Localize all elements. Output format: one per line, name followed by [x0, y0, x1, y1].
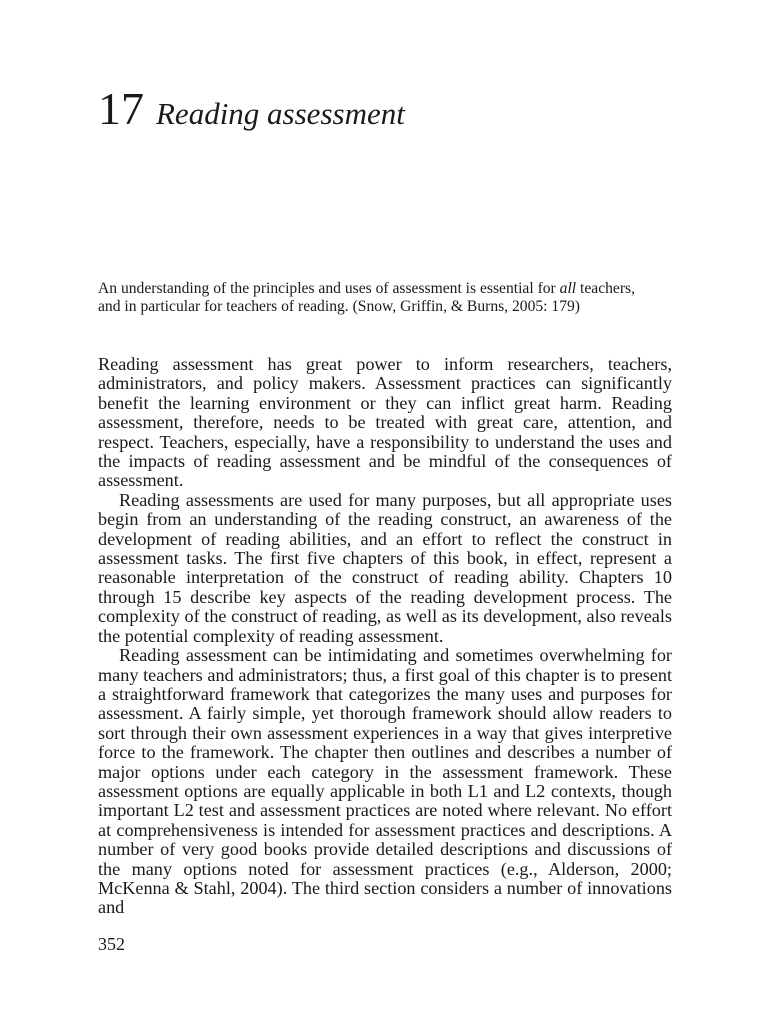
body-text	[98, 355, 672, 918]
chapter-title: Reading assessment	[156, 96, 405, 131]
epigraph-text-before: An understanding of the principles and uses of assessment is essential for	[98, 280, 560, 297]
body-paragraph-3: Reading assessment can be intimidating and sometimes overwhelming for many teachers and administrators; thus, a first goal of this chapter is to present a straightforward framework that categorizes the many uses and purposes for assessment. A fairly simple, yet thorough framework should allow readers to sort through their own assessment experiences in a way that gives interpretive force to the framework. The chapter then outlines and describes a number of major options under each category in the assessment framework. These assessment options are equally applicable in both L1 and L2 contexts, though important L2 test and assessment practices are noted where relevant. No effort at comprehensiveness is intended for assessment practices and descriptions. A number of very good books provide detailed descriptions and discussions of the many options noted for assessment practices (e.g., Alderson, 2000; McKenna & Stahl, 2004). The third section considers a number of innovations and	[98, 645, 672, 918]
body-paragraph-2: Reading assessments are used for many purposes, but all appropriate uses begin from an understanding of the reading construct, an awareness of the development of reading abilities, and an effort to reflect the construct in assessment tasks. The first five chapters of this book, in effect, represent a reasonable interpretation of the construct of reading ability. Chapters 10 through 15 describe key aspects of the reading development process. The complexity of the construct of reading, as well as its development, also reveals the potential complexity of reading assessment.	[98, 489, 672, 646]
epigraph-quote	[98, 280, 658, 315]
body-paragraph-1: Reading assessment has great power to inform researchers, teachers, administrators, and policy makers. Assessment practices can significantly benefit the learning environment or they can inflict great harm. Reading assessment, therefore, needs to be treated with great care, attention, and respect. Teachers, especially, have a responsibility to understand the uses and the impacts of reading assessment and be mindful of the consequences of assessment.	[98, 354, 672, 491]
chapter-number: 17	[98, 83, 144, 134]
epigraph-text-after: teachers, and in particular for teachers of reading. (Snow, Griffin, & Burns, 2005: 179)	[98, 280, 635, 315]
epigraph-emphasis: all	[559, 280, 577, 297]
chapter-heading	[98, 83, 405, 134]
page-number: 352	[98, 934, 125, 954]
